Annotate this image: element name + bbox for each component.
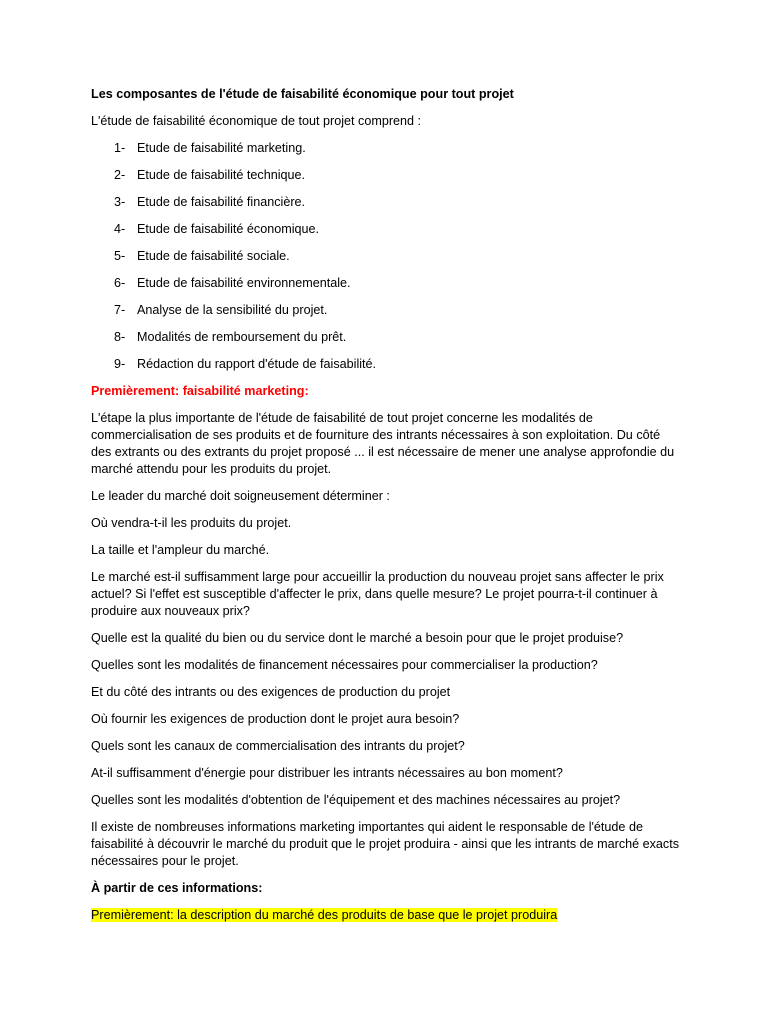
list-item [91,140,681,157]
list-item-number: 9- [114,357,126,371]
list-item-text: Etude de faisabilité financière. [137,195,306,209]
body-paragraph: At-il suffisamment d'énergie pour distribuer les intrants nécessaires au bon moment? [91,766,563,780]
list-item [91,329,681,346]
list-item-number: 8- [114,330,126,344]
list-item-text: Etude de faisabilité environnementale. [137,276,351,290]
list-item [91,275,681,292]
body-paragraph: Où vendra-t-il les produits du projet. [91,516,292,530]
list-item [91,356,681,373]
body-paragraph: Où fournir les exigences de production dont le projet aura besoin? [91,712,460,726]
list-item-text: Etude de faisabilité sociale. [137,249,290,263]
list-item-number: 4- [114,222,126,236]
body-paragraph: Le leader du marché doit soigneusement déterminer : [91,489,390,503]
document-title: Les composantes de l'étude de faisabilité économique pour tout projet [91,87,514,101]
list-item [91,302,681,319]
list-item-text: Etude de faisabilité marketing. [137,141,306,155]
body-paragraph: L'étape la plus importante de l'étude de faisabilité de tout projet concerne les modalités de commercialisation de ses produits et de fourniture des intrants nécessaires à son exploitation. Du côté des extrants ou des extrants du projet proposé ... il est nécessaire de mener une analyse approfondie du marché attendu pour les produits du projet. [91,411,675,476]
intro-paragraph: L'étude de faisabilité économique de tout projet comprend : [91,114,422,128]
list-item-number: 5- [114,249,126,263]
list-item [91,221,681,238]
section-heading-marketing: Premièrement: faisabilité marketing: [91,384,309,398]
list-item [91,167,681,184]
body-paragraph: Quelle est la qualité du bien ou du service dont le marché a besoin pour que le projet produise? [91,631,624,645]
list-item-number: 1- [114,141,126,155]
body-paragraph: Quels sont les canaux de commercialisation des intrants du projet? [91,739,465,753]
list-item-number: 6- [114,276,126,290]
body-paragraph: Il existe de nombreuses informations marketing importantes qui aident le responsable de l'étude de faisabilité à découvrir le marché du produit que le projet produira - ainsi que les intrants de marché exacts nécessaires pour le projet. [91,820,680,868]
list-item-number: 7- [114,303,126,317]
components-list [91,140,681,373]
body-paragraph: Quelles sont les modalités d'obtention de l'équipement et des machines nécessaires au projet? [91,793,621,807]
list-item-text: Rédaction du rapport d'étude de faisabilité. [137,357,377,371]
list-item-text: Etude de faisabilité économique. [137,222,320,236]
document-body [91,86,681,934]
list-item [91,194,681,211]
list-item-number: 3- [114,195,126,209]
list-item-text: Modalités de remboursement du prêt. [137,330,347,344]
list-item-number: 2- [114,168,126,182]
list-item-text: Etude de faisabilité technique. [137,168,306,182]
from-info-heading: À partir de ces informations: [91,881,263,895]
body-paragraph: Quelles sont les modalités de financement nécessaires pour commercialiser la production? [91,658,598,672]
highlighted-line: Premièrement: la description du marché des produits de base que le projet produira [91,908,558,922]
body-paragraph: Et du côté des intrants ou des exigences de production du projet [91,685,451,699]
body-paragraph: La taille et l'ampleur du marché. [91,543,270,557]
list-item [91,248,681,265]
body-paragraph: Le marché est-il suffisamment large pour accueillir la production du nouveau projet sans affecter le prix actuel? Si l'effet est susceptible d'affecter le prix, dans quelle mesure? Le projet pourra-t-il continuer à produire aux nouveaux prix? [91,570,664,618]
list-item-text: Analyse de la sensibilité du projet. [137,303,328,317]
